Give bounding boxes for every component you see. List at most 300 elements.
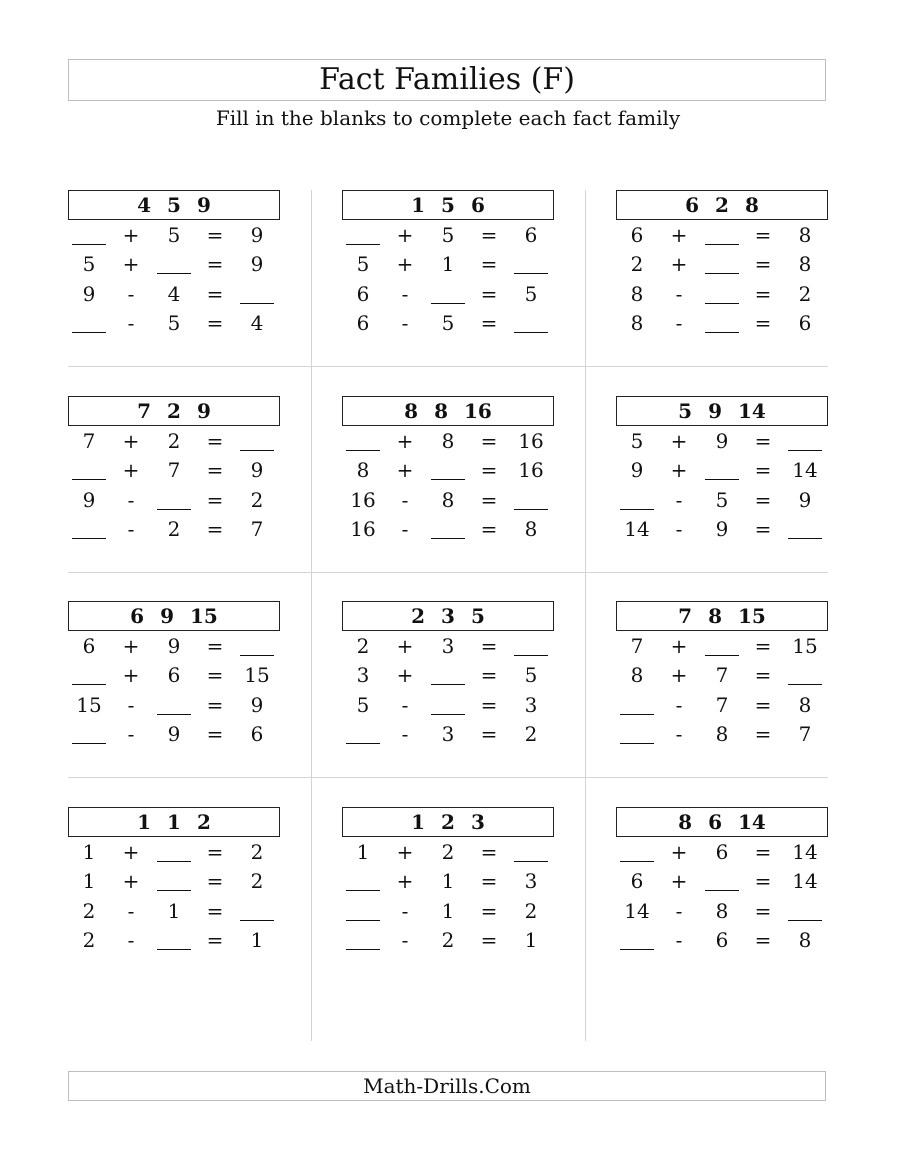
equation-number: 2 [524,722,538,746]
equation-number: 1 [441,252,455,276]
equation-row [616,221,828,250]
blank-line [240,282,274,304]
fact-family [616,190,828,365]
equation-number: 8 [630,311,644,335]
answer-blank [702,458,742,482]
equation-number: 3 [441,722,455,746]
equation-row [616,897,828,926]
minus-sign: - [675,722,683,746]
plus-sign: + [670,840,688,864]
family-number: 2 [411,604,426,628]
blank-line [620,840,654,862]
plus-sign: + [396,429,414,453]
answer-blank [702,252,742,276]
answer-blank [618,488,656,512]
equation-number: 16 [518,429,544,453]
equation-number: 6 [167,663,181,687]
equals-sign: = [480,663,498,687]
equation-number: 5 [524,663,538,687]
equation-number: 14 [792,458,818,482]
family-number: 1 [411,810,426,834]
fact-family [68,807,280,982]
answer-blank [510,634,552,658]
equation-row [342,280,554,309]
blank-line [705,869,739,891]
minus-sign: - [127,928,135,952]
answer-blank [784,429,826,453]
equation-number: 1 [441,869,455,893]
equation-number: 16 [518,458,544,482]
blank-line [514,634,548,656]
family-numbers [616,396,828,426]
answer-blank [702,282,742,306]
answer-blank [428,663,468,687]
family-number: 6 [685,193,700,217]
answer-blank [784,663,826,687]
equation-number: 8 [356,458,370,482]
answer-blank [70,722,108,746]
equation-number: 9 [715,517,729,541]
blank-line [157,928,191,950]
family-number: 5 [678,399,693,423]
equation-number: 5 [356,693,370,717]
equation-row [616,280,828,309]
blank-line [72,458,106,480]
equation-number: 6 [798,311,812,335]
equals-sign: = [754,252,772,276]
answer-blank [428,693,468,717]
equation-row [616,926,828,955]
fact-family [342,807,554,982]
answer-blank [784,899,826,923]
blank-line [431,517,465,539]
answer-blank [154,840,194,864]
blank-line [705,252,739,274]
blank-line [788,429,822,451]
equals-sign: = [206,899,224,923]
blank-line [431,693,465,715]
answer-blank [236,429,278,453]
equation-number: 8 [630,663,644,687]
blank-line [705,458,739,480]
answer-blank [236,282,278,306]
family-numbers [342,807,554,837]
family-number: 8 [708,604,722,628]
answer-blank [618,840,656,864]
blank-line [346,722,380,744]
plus-sign: + [122,869,140,893]
column-divider [585,190,586,1041]
equation-row [342,427,554,456]
equation-number: 2 [82,899,96,923]
equals-sign: = [480,223,498,247]
family-numbers [342,396,554,426]
blank-line [620,722,654,744]
row-divider [68,366,828,367]
minus-sign: - [401,311,409,335]
blank-line [620,928,654,950]
equation-row [342,661,554,690]
equation-number: 9 [798,488,812,512]
fact-family [616,396,828,571]
fact-family [342,601,554,776]
equation-number: 1 [441,899,455,923]
equation-number: 2 [167,517,181,541]
equation-number: 1 [524,928,538,952]
answer-blank [154,869,194,893]
equation-row [68,456,280,485]
plus-sign: + [396,252,414,276]
family-number: 7 [678,604,693,628]
equation-row [616,309,828,338]
plus-sign: + [670,223,688,247]
blank-line [157,693,191,715]
minus-sign: - [401,928,409,952]
minus-sign: - [675,899,683,923]
equation-row [616,661,828,690]
answer-blank [428,517,468,541]
family-number: 1 [411,193,426,217]
equals-sign: = [480,693,498,717]
family-numbers [68,190,280,220]
family-number: 14 [738,810,766,834]
equation-number: 16 [350,517,376,541]
equation-number: 5 [524,282,538,306]
blank-line [240,899,274,921]
equation-number: 9 [630,458,644,482]
answer-blank [154,928,194,952]
instructions: Fill in the blanks to complete each fact family [215,106,681,130]
equals-sign: = [480,282,498,306]
equation-number: 6 [82,634,96,658]
equals-sign: = [754,517,772,541]
equation-row [616,250,828,279]
equation-number: 15 [792,634,818,658]
plus-sign: + [670,252,688,276]
blank-line [788,663,822,685]
blank-line [346,899,380,921]
equation-row [342,221,554,250]
equation-row [342,632,554,661]
fact-family [616,807,828,982]
equation-number: 14 [792,840,818,864]
equation-number: 9 [250,252,264,276]
equation-row [342,456,554,485]
blank-line [705,634,739,656]
equals-sign: = [754,223,772,247]
equals-sign: = [206,693,224,717]
family-number: 5 [470,604,485,628]
equals-sign: = [754,634,772,658]
equals-sign: = [206,458,224,482]
answer-blank [344,928,382,952]
equals-sign: = [754,663,772,687]
equals-sign: = [754,282,772,306]
equation-number: 15 [244,663,270,687]
fact-family [68,190,280,365]
plus-sign: + [670,663,688,687]
equals-sign: = [754,429,772,453]
plus-sign: + [670,634,688,658]
equals-sign: = [480,840,498,864]
equation-number: 2 [524,899,538,923]
answer-blank [344,722,382,746]
answer-blank [344,429,382,453]
family-number: 15 [190,604,218,628]
equation-row [342,691,554,720]
equation-number: 3 [441,634,455,658]
family-number: 5 [167,193,181,217]
plus-sign: + [670,429,688,453]
family-numbers [68,601,280,631]
equation-row [68,926,280,955]
equation-number: 9 [167,634,181,658]
plus-sign: + [396,869,414,893]
blank-line [157,252,191,274]
equals-sign: = [480,928,498,952]
equals-sign: = [480,869,498,893]
equation-number: 7 [82,429,96,453]
blank-line [157,488,191,510]
equals-sign: = [480,488,498,512]
equation-number: 9 [167,722,181,746]
answer-blank [236,899,278,923]
equation-number: 2 [356,634,370,658]
fact-family [342,190,554,365]
family-number: 2 [441,810,455,834]
family-numbers [342,190,554,220]
equation-row [68,720,280,749]
equation-number: 2 [250,840,264,864]
equation-row [342,897,554,926]
plus-sign: + [670,458,688,482]
equation-number: 8 [715,899,729,923]
equation-row [616,427,828,456]
blank-line [514,488,548,510]
answer-blank [154,693,194,717]
equation-number: 1 [82,840,96,864]
family-number: 16 [464,399,492,423]
equation-number: 6 [524,223,538,247]
equals-sign: = [754,693,772,717]
minus-sign: - [401,899,409,923]
equation-number: 16 [350,488,376,512]
equation-number: 6 [356,311,370,335]
plus-sign: + [122,458,140,482]
equation-number: 9 [250,458,264,482]
equation-number: 5 [630,429,644,453]
equals-sign: = [480,311,498,335]
blank-line [705,282,739,304]
answer-blank [344,869,382,893]
equation-number: 2 [441,840,455,864]
equation-number: 6 [715,928,729,952]
equation-number: 6 [630,223,644,247]
equals-sign: = [206,429,224,453]
equation-number: 9 [250,693,264,717]
column-divider [311,190,312,1041]
minus-sign: - [127,899,135,923]
blank-line [514,252,548,274]
equals-sign: = [206,517,224,541]
equation-row [68,838,280,867]
equation-number: 9 [715,429,729,453]
equation-row [68,486,280,515]
minus-sign: - [127,282,135,306]
blank-line [346,928,380,950]
blank-line [346,223,380,245]
family-number: 8 [404,399,419,423]
equals-sign: = [480,458,498,482]
family-number: 9 [196,399,211,423]
equation-number: 5 [356,252,370,276]
equation-number: 14 [792,869,818,893]
plus-sign: + [122,840,140,864]
row-divider [68,572,828,573]
equals-sign: = [480,722,498,746]
equation-number: 2 [441,928,455,952]
fact-family [68,601,280,776]
answer-blank [702,223,742,247]
equals-sign: = [206,282,224,306]
equation-number: 6 [715,840,729,864]
equation-number: 2 [82,928,96,952]
family-number: 3 [470,810,485,834]
equation-number: 8 [441,488,455,512]
equation-number: 5 [82,252,96,276]
equals-sign: = [480,634,498,658]
answer-blank [784,517,826,541]
equation-number: 14 [624,517,650,541]
minus-sign: - [675,928,683,952]
equals-sign: = [206,840,224,864]
equals-sign: = [754,311,772,335]
equation-number: 3 [356,663,370,687]
equation-row [342,926,554,955]
equation-row [616,456,828,485]
blank-line [157,840,191,862]
blank-line [72,517,106,539]
answer-blank [70,517,108,541]
equals-sign: = [480,899,498,923]
equation-number: 2 [167,429,181,453]
minus-sign: - [127,517,135,541]
equation-number: 1 [82,869,96,893]
equation-number: 8 [798,252,812,276]
equation-number: 5 [167,223,181,247]
family-number: 14 [738,399,766,423]
equation-row [616,632,828,661]
minus-sign: - [675,488,683,512]
blank-line [705,311,739,333]
equation-number: 4 [167,282,181,306]
answer-blank [510,311,552,335]
equation-row [68,661,280,690]
family-number: 9 [196,193,211,217]
family-number: 6 [130,604,145,628]
equation-row [68,427,280,456]
family-number: 2 [715,193,729,217]
minus-sign: - [401,722,409,746]
answer-blank [154,252,194,276]
minus-sign: - [675,517,683,541]
equals-sign: = [754,899,772,923]
family-number: 3 [441,604,455,628]
equation-number: 1 [356,840,370,864]
family-number: 2 [196,810,211,834]
equation-row [68,250,280,279]
equation-number: 8 [798,223,812,247]
minus-sign: - [675,311,683,335]
blank-line [514,840,548,862]
family-numbers [342,601,554,631]
equation-row [616,486,828,515]
equation-row [616,720,828,749]
equals-sign: = [206,722,224,746]
equals-sign: = [206,311,224,335]
row-divider [68,777,828,778]
equation-number: 6 [250,722,264,746]
answer-blank [702,311,742,335]
family-number: 2 [167,399,181,423]
equation-number: 8 [798,928,812,952]
fact-family [616,601,828,776]
equals-sign: = [206,488,224,512]
equals-sign: = [480,252,498,276]
equation-number: 9 [82,282,96,306]
equals-sign: = [754,928,772,952]
equation-row [342,867,554,896]
equation-number: 8 [630,282,644,306]
equation-number: 5 [715,488,729,512]
equation-number: 6 [356,282,370,306]
plus-sign: + [396,663,414,687]
answer-blank [344,223,382,247]
minus-sign: - [127,693,135,717]
blank-line [72,311,106,333]
blank-line [346,869,380,891]
equation-number: 9 [82,488,96,512]
equals-sign: = [754,458,772,482]
equals-sign: = [206,223,224,247]
equation-number: 4 [250,311,264,335]
answer-blank [510,488,552,512]
family-number: 5 [441,193,455,217]
family-number: 6 [708,810,722,834]
blank-line [240,429,274,451]
equation-number: 8 [715,722,729,746]
answer-blank [510,840,552,864]
fact-family [68,396,280,571]
equals-sign: = [480,429,498,453]
family-numbers [68,807,280,837]
equation-row [68,515,280,544]
equation-row [68,221,280,250]
minus-sign: - [401,282,409,306]
equation-row [616,838,828,867]
equals-sign: = [754,722,772,746]
equation-number: 5 [441,311,455,335]
family-number: 7 [137,399,152,423]
answer-blank [344,899,382,923]
equation-row [342,838,554,867]
answer-blank [70,663,108,687]
equals-sign: = [480,517,498,541]
equation-row [342,486,554,515]
minus-sign: - [401,517,409,541]
page-title: Fact Families (F) [68,59,826,101]
equals-sign: = [206,634,224,658]
